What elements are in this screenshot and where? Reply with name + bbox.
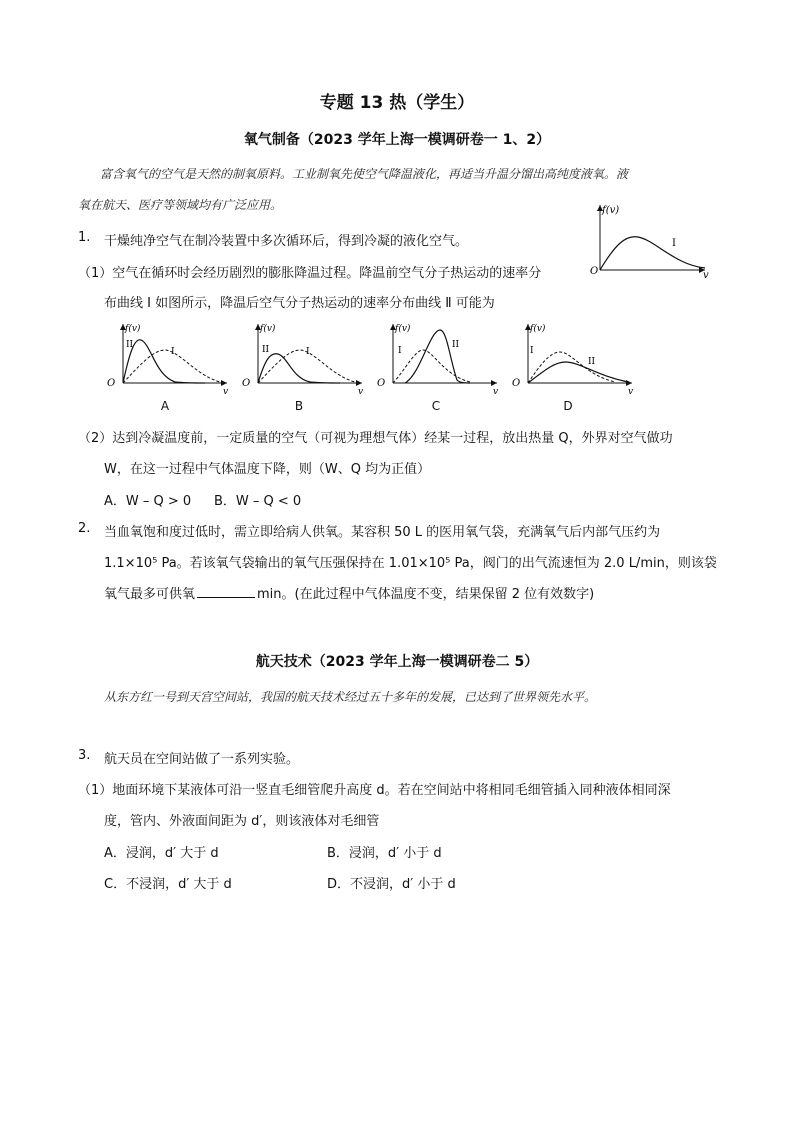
page-title: 专题 13 热（学生）: [319, 93, 475, 113]
question-number: 2.: [78, 521, 91, 536]
question-text: 1.1×10⁵ Pa。若该氧气袋输出的氧气压强保持在 1.01×10⁵ Pa，阀门的出气流速恒为 2.0 L/min，则该袋: [104, 556, 717, 571]
svg-text:I: I: [398, 346, 402, 356]
option-label-a[interactable]: A: [160, 399, 170, 413]
svg-text:I: I: [306, 347, 310, 357]
subquestion-text: 布曲线 Ⅰ 如图所示，降温后空气分子热运动的速率分布曲线 Ⅱ 可能为: [104, 296, 495, 311]
option-graph-c: [375, 320, 500, 395]
svg-text:I: I: [530, 346, 534, 356]
subquestion-text: 度，管内、外液面间距为 d′，则该液体对毛细管: [104, 814, 380, 829]
svg-text:v: v: [223, 387, 229, 395]
section-intro-line1: 富含氧气的空气是天然的制氧原料。工业制氧先使空气降温液化，再适当升温分馏出高纯度液氧。液: [100, 167, 629, 181]
option-label-c[interactable]: C: [431, 399, 441, 413]
option-graph-b: [240, 320, 365, 395]
svg-text:f(v): f(v): [260, 324, 276, 334]
question-number: 3.: [78, 748, 91, 763]
svg-text:v: v: [628, 387, 634, 395]
section-title-aerospace: 航天技术（2023 学年上海一模调研卷二 5）: [255, 654, 539, 670]
section-title-oxygen: 氧气制备（2023 学年上海一模调研卷一 1、2）: [243, 132, 551, 148]
axis-label-f: f(v): [602, 205, 620, 216]
svg-text:II: II: [588, 357, 596, 367]
option-a[interactable]: A．浸润，d′ 大于 d: [104, 846, 219, 861]
svg-text:f(v): f(v): [530, 324, 546, 334]
question-text: 当血氧饱和度过低时，需立即给病人供氧。某容积 50 L 的医用氧气袋，充满氧气后内部气压约为: [104, 525, 661, 540]
reference-distribution-graph: [580, 200, 710, 280]
option-b[interactable]: B．浸润，d′ 小于 d: [327, 846, 442, 861]
svg-text:II: II: [452, 340, 460, 350]
option-graph-d: [510, 320, 635, 395]
option-b[interactable]: B．W – Q < 0: [214, 494, 302, 509]
option-graph-a: [105, 320, 230, 395]
svg-text:I: I: [171, 347, 175, 357]
subquestion-text: （1）空气在循环时会经历剧烈的膨胀降温过程。降温前空气分子热运动的速率分: [78, 266, 542, 281]
question-text: 干燥纯净空气在制冷装置中多次循环后，得到冷凝的液化空气。: [104, 234, 469, 249]
svg-text:v: v: [493, 387, 499, 395]
svg-text:II: II: [262, 345, 270, 355]
subquestion-text: W，在这一过程中气体温度下降，则（W、Q 均为正值）: [104, 462, 431, 477]
section-intro: 从东方红一号到天宫空间站，我国的航天技术经过五十多年的发展，已达到了世界领先水平。: [104, 690, 597, 704]
svg-text:II: II: [126, 340, 134, 350]
question-text-with-blank: 氧气最多可供氧 min。(在此过程中气体温度不变，结果保留 2 位有效数字): [104, 587, 595, 602]
origin-label: O: [590, 266, 599, 277]
svg-text:O: O: [242, 378, 251, 389]
subquestion-text: （1）地面环境下某液体可沿一竖直毛细管爬升高度 d。若在空间站中将相同毛细管插入同种液体相同深: [78, 783, 671, 798]
question-text: 航天员在空间站做了一系列实验。: [104, 752, 300, 767]
axis-label-v: v: [703, 270, 709, 280]
svg-text:f(v): f(v): [395, 324, 411, 334]
svg-text:v: v: [358, 387, 364, 395]
option-label-d[interactable]: D: [563, 399, 573, 413]
section-intro-line2: 氧在航天、医疗等领域均有广泛应用。: [78, 198, 283, 212]
question-number: 1.: [78, 230, 91, 245]
option-a[interactable]: A．W – Q > 0: [104, 494, 192, 509]
svg-text:f(v): f(v): [125, 324, 141, 334]
option-d[interactable]: D．不浸润，d′ 小于 d: [327, 877, 456, 892]
curve-label-i: I: [672, 238, 676, 249]
option-c[interactable]: C．不浸润，d′ 大于 d: [104, 877, 232, 892]
svg-text:O: O: [107, 378, 116, 389]
option-label-b[interactable]: B: [294, 399, 304, 413]
svg-text:O: O: [512, 378, 521, 389]
answer-blank[interactable]: [197, 585, 255, 598]
svg-text:O: O: [377, 378, 386, 389]
subquestion-text: （2）达到冷凝温度前，一定质量的空气（可视为理想气体）经某一过程，放出热量 Q，外界对空气做功: [78, 431, 673, 446]
